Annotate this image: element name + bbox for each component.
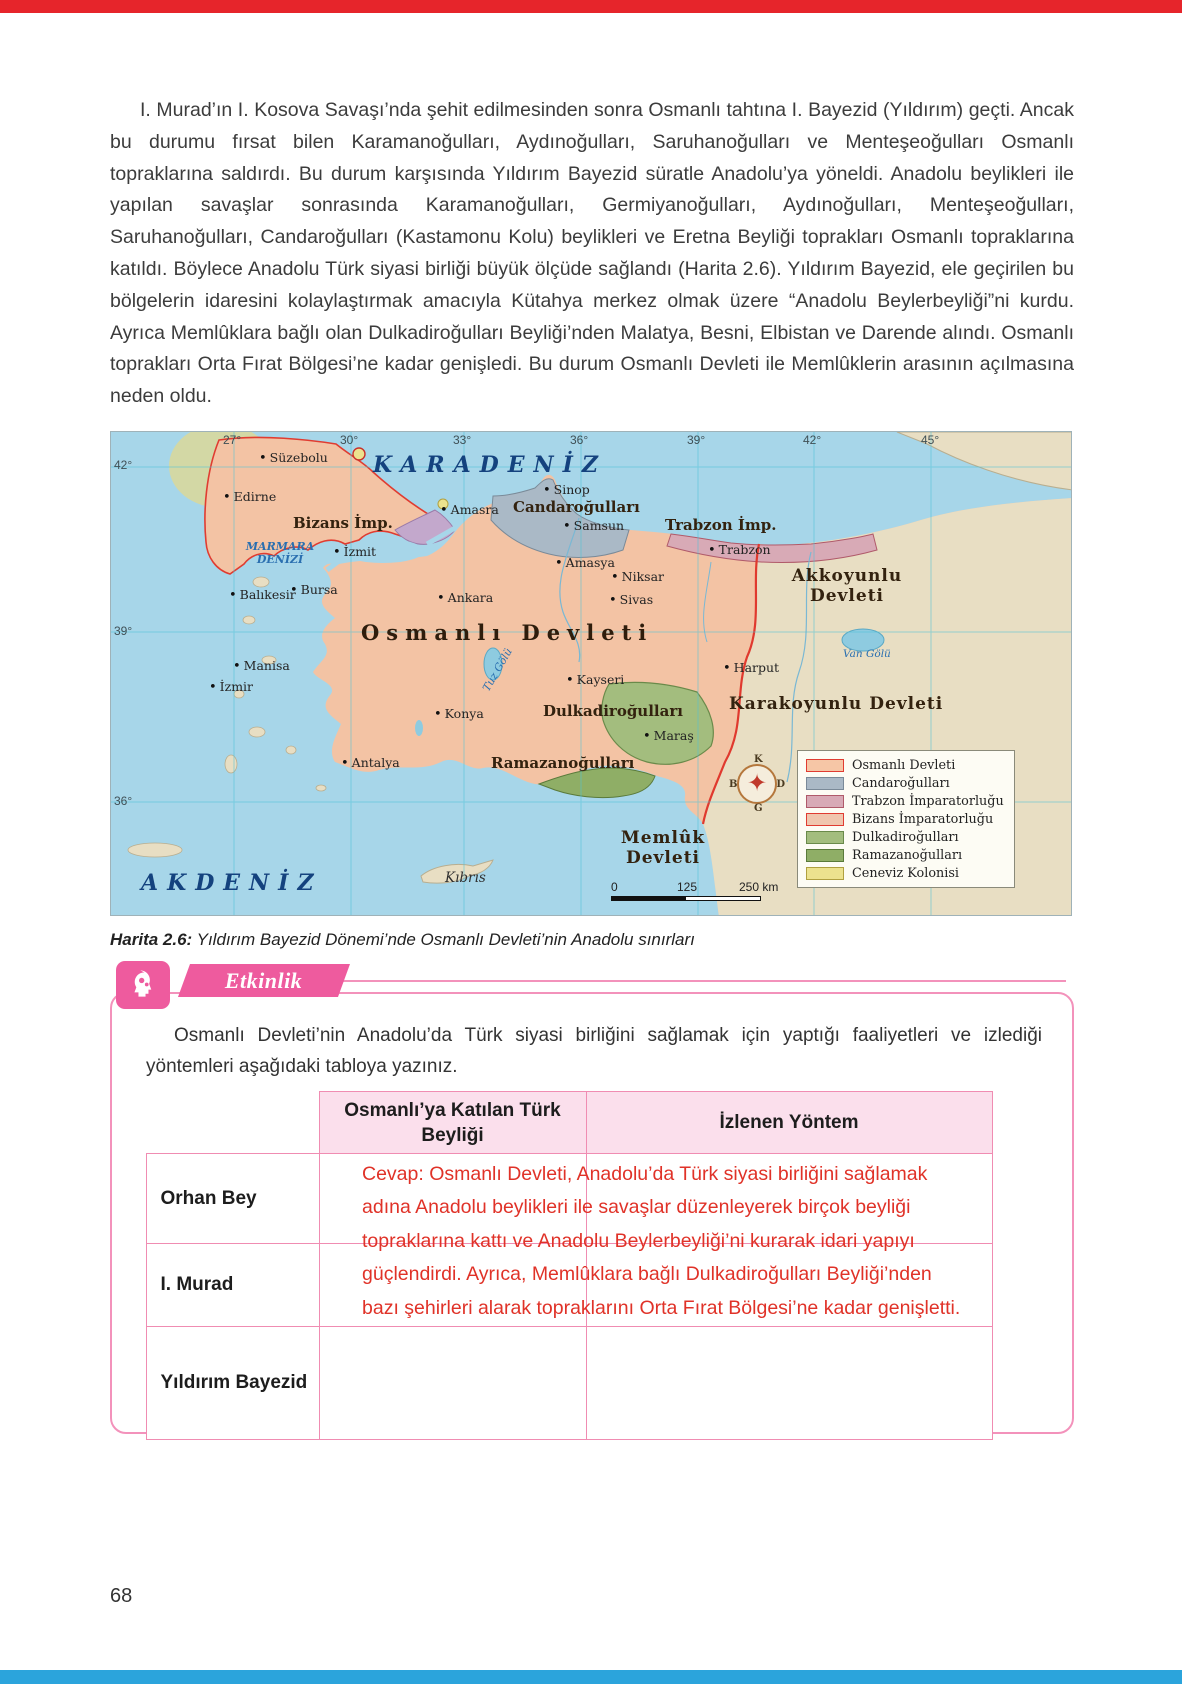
state-label-candar: Candaroğulları xyxy=(513,497,640,516)
city-amasya: • Amasya xyxy=(555,555,615,571)
city-trabzon: • Trabzon xyxy=(708,542,771,558)
legend-swatch xyxy=(806,795,844,808)
map-caption-label: Harita 2.6: xyxy=(110,929,193,949)
compass-south: G xyxy=(754,802,763,814)
city-konya: • Konya xyxy=(434,706,484,722)
city-izmir: • İzmir xyxy=(209,679,253,695)
city-antalya: • Antalya xyxy=(341,755,400,771)
lat-label: 36° xyxy=(114,793,133,808)
legend-swatch xyxy=(806,867,844,880)
legend-swatch xyxy=(806,831,844,844)
city-bursa: • Bursa xyxy=(290,582,338,598)
table-cell-input[interactable] xyxy=(586,1326,993,1440)
legend-item: Dulkadiroğulları xyxy=(806,830,1006,845)
city-ankara: • Ankara xyxy=(437,590,493,606)
table-header-yontem: İzlenen Yöntem xyxy=(586,1091,993,1154)
island-label-kibris: Kıbrıs xyxy=(445,869,486,886)
sea-label-akdeniz: AKDENİZ xyxy=(141,869,323,896)
city-samsun: • Samsun xyxy=(563,518,624,534)
legend-item: Trabzon İmparatorluğu xyxy=(806,794,1006,809)
state-label-osmanli: Osmanlı Devleti xyxy=(361,619,654,645)
state-label-memluk: Memlûk Devleti xyxy=(620,827,706,868)
map-legend xyxy=(797,750,1015,888)
legend-item: Ramazanoğulları xyxy=(806,848,1006,863)
city-amasra: • Amasra xyxy=(440,502,499,518)
activity-box xyxy=(110,967,1074,1434)
city-harput: • Harput xyxy=(723,660,779,676)
state-label-ramazan: Ramazanoğulları xyxy=(491,753,635,772)
city-balikesir: • Balıkesir xyxy=(229,587,296,603)
body-paragraph: I. Murad’ın I. Kosova Savaşı’nda şehit edilmesinden sonra Osmanlı tahtına I. Bayezid (Yıldırım) geçti. Ancak bu durumu fırsat bilen Karamanoğulları, Aydınoğulları, Saruhanoğulları ve Menteşeoğulları Osmanlı topraklarına saldırdı. Bu durum karşısında Yıldırım Bayezid süratle Anadolu’ya yöneldi. Anadolu beylikleri ile yapılan savaşlar sonrasında Karamanoğulları, Germiyanoğulları, Aydınoğulları, Menteşeoğulları, Saruhanoğulları, Candaroğulları (Kastamonu Kolu) beylikleri ve Eretna Beyliği toprakları Osmanlı topraklarına katıldı. Böylece Anadolu Türk siyasi birliği büyük ölçüde sağlandı (Harita 2.6). Yıldırım Bayezid, ele geçirilen bu bölgelerin idaresini kolaylaştırmak amacıyla Kütahya merkez olmak üzere “Anadolu Beylerbeyliği”ni kurdu. Ayrıca Memlûklara bağlı olan Dulkadiroğulları Beyliği’nden Malatya, Besni, Elbistan ve Darende alındı. Osmanlı toprakları Orta Fırat Bölgesi’ne kadar genişledi. Bu durum Osmanlı Devleti ile Memlûklerin arasının açılmasına neden oldu. xyxy=(110,99,1074,408)
city-sinop: • Sinop xyxy=(543,482,590,498)
legend-swatch xyxy=(806,849,844,862)
compass-east: D xyxy=(776,778,785,790)
lon-label: 27° xyxy=(223,432,242,447)
lake-label-tuz: Tuz Gölü xyxy=(480,646,515,694)
lon-label: 30° xyxy=(340,432,359,447)
lon-label: 42° xyxy=(803,432,822,447)
city-maras: • Maraş xyxy=(643,728,694,744)
bottom-blue-bar xyxy=(0,1670,1182,1684)
map-harita-2-6 xyxy=(110,431,1072,916)
page-number: 68 xyxy=(110,1585,133,1607)
activity-title-ribbon xyxy=(178,964,350,997)
legend-item: Candaroğulları xyxy=(806,776,1006,791)
compass-rose-icon: ✦ K D G B xyxy=(729,753,785,814)
table-cell-input[interactable] xyxy=(319,1326,587,1440)
compass-west: B xyxy=(729,778,738,790)
handwritten-answer: Cevap: Osmanlı Devleti, Anadolu’da Türk siyasi birliğini sağlamak adına Anadolu beylikleri ile savaşlar düzenleyerek birçok beyliği topraklarına kattı ve Anadolu Beylerbeyliği’ni kurarak idari yapıyı güçlendirdi. Ayrıca, Memlûklara bağlı Dulkadiroğulları Beyliği’nden bazı şehirleri alarak topraklarını Orta Fırat Bölgesi’ne kadar genişletti. xyxy=(362,1162,961,1319)
table-ghost-cell xyxy=(146,1091,320,1154)
map-caption-text: Yıldırım Bayezid Dönemi’nde Osmanlı Devleti’nin Anadolu sınırları xyxy=(192,929,695,949)
sea-label-marmara: MARMARA DENİZİ xyxy=(245,539,315,566)
city-edirne: • Edirne xyxy=(223,489,276,505)
compass-north: K xyxy=(754,753,763,765)
city-izmit: • İzmit xyxy=(333,544,376,560)
state-label-akkoyunlu: Akkoyunlu Devleti xyxy=(791,565,903,606)
map-caption xyxy=(110,930,1074,950)
city-suzebolu: • Süzebolu xyxy=(259,450,328,466)
activity-intro: Osmanlı Devleti’nin Anadolu’da Türk siyasi birliğini sağlamak için yaptığı faaliyetleri ve izlediği yöntemleri aşağıdaki tabloya yazınız. xyxy=(146,1024,1042,1077)
activity-table-wrap xyxy=(146,1092,992,1440)
activity-brain-icon xyxy=(116,961,170,1009)
scale-end: 250 km xyxy=(739,879,779,894)
scale-start: 0 xyxy=(611,879,618,894)
lat-label: 42° xyxy=(114,457,133,472)
activity-title: Etkinlik xyxy=(225,967,303,993)
city-sivas: • Sivas xyxy=(609,592,653,608)
sea-label-karadeniz: KARADENİZ xyxy=(373,451,607,478)
lon-label: 33° xyxy=(453,432,472,447)
lon-label: 45° xyxy=(921,432,940,447)
activity-decor-line xyxy=(337,980,1066,982)
city-manisa: • Manisa xyxy=(233,658,290,674)
legend-swatch xyxy=(806,813,844,826)
brain-gear-icon xyxy=(126,969,160,1001)
table-row-orhan-bey: Orhan Bey xyxy=(146,1153,320,1244)
scale-mid: 125 xyxy=(677,879,698,894)
activity-section xyxy=(110,967,1074,1434)
legend-item: Bizans İmparatorluğu xyxy=(806,812,1006,827)
lake-label-van: Van Gölü xyxy=(843,647,891,660)
legend-swatch xyxy=(806,759,844,772)
table-row-i-murad: I. Murad xyxy=(146,1243,320,1327)
legend-swatch xyxy=(806,777,844,790)
state-label-bizans: Bizans İmp. xyxy=(293,513,393,532)
table-row-yildirim-bayezid: Yıldırım Bayezid xyxy=(146,1326,320,1440)
lon-label: 39° xyxy=(687,432,706,447)
legend-item: Ceneviz Kolonisi xyxy=(806,866,1006,881)
city-kayseri: • Kayseri xyxy=(566,672,624,688)
state-label-karakoyunlu: Karakoyunlu Devleti xyxy=(729,693,944,714)
state-label-trabzon-imp: Trabzon İmp. xyxy=(665,515,777,534)
map-scalebar xyxy=(611,880,781,901)
state-label-dulkadir: Dulkadiroğulları xyxy=(543,701,683,720)
lon-label: 36° xyxy=(570,432,589,447)
city-niksar: • Niksar xyxy=(611,569,664,585)
table-header-beylik: Osmanlı’ya Katılan Türk Beyliği xyxy=(319,1091,587,1154)
lat-label: 39° xyxy=(114,623,133,638)
legend-item: Osmanlı Devleti xyxy=(806,758,1006,773)
